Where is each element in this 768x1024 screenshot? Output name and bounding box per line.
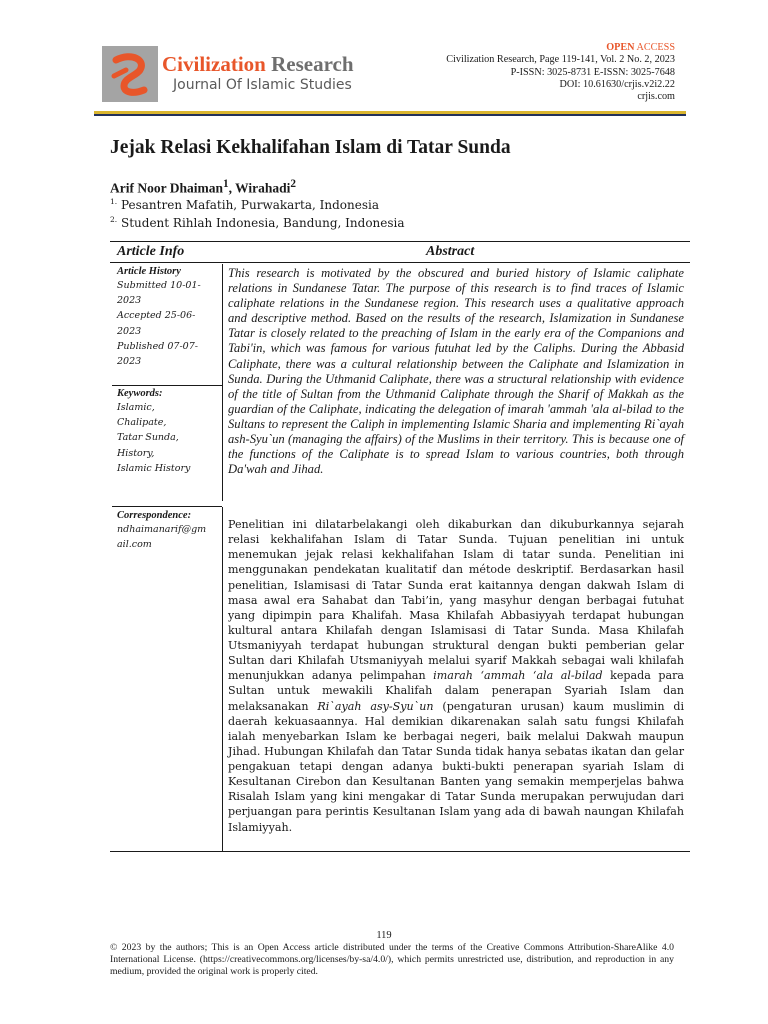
info-divider (112, 506, 222, 507)
journal-logo-icon (102, 46, 158, 102)
affiliation-2: $^{2.}$ Student Rihlah Indonesia, Bandung, Indonesia (110, 215, 405, 230)
accepted-date: Accepted 25-06- (117, 310, 196, 322)
issn-line: P-ISSN: 3025-8731 E-ISSN: 3025-7648 (510, 66, 675, 78)
doi-line: DOI: 10.61630/crjis.v2i2.22 (559, 78, 675, 90)
table-header-rule (110, 262, 690, 263)
journal-brand-name (162, 52, 354, 76)
license-text: © 2023 by the authors; This is an Open Access article distributed under the terms of the Creative Commons Attribution-ShareAlike 4.0 International License. (https://creativecommons.org/licenses/by-sa/4.0/), which permits unrestricted use, distribution, and reproduction in any medium, provided the original work is properly cited. (110, 942, 674, 978)
journal-header (0, 0, 768, 116)
header-rule-navy (94, 114, 686, 116)
italic-term: Ri`ayah asy-Syu`un (317, 699, 434, 713)
journal-meta (446, 42, 675, 103)
article-title: Jejak Relasi Kekhalifahan Islam di Tatar Sunda (110, 137, 511, 158)
page-number: 119 (376, 930, 392, 941)
article-info-heading: Article Info (117, 244, 185, 259)
italic-term: imarah ‘ammah ‘ala al-bilad (433, 669, 603, 683)
keyword: Islamic, (117, 402, 155, 413)
published-date: Published 07-07- (117, 340, 198, 352)
affiliation-1: $^{1.}$ Pesantren Mafatih, Purwakarta, Indonesia (110, 197, 380, 212)
article-history: Article History Submitted 10-01- 2023 Accepted 25-06- 2023 Published 07-07- 2023 (117, 265, 219, 369)
history-label: Article History (117, 266, 181, 277)
keyword: Chalipate, (117, 417, 167, 429)
keyword: Tatar Sunda, (117, 432, 179, 444)
journal-subtitle: Journal Of Islamic Studies (173, 77, 352, 93)
abstract-heading: Abstract (426, 244, 475, 259)
brand-word-research: Research (271, 52, 354, 76)
correspondence-label: Correspondence: (117, 510, 192, 521)
author-line: Arif Noor Dhaiman$^1$, Wirahadi$^2$ (110, 178, 297, 196)
column-divider (222, 507, 223, 851)
site-line: crjis.com (637, 91, 675, 103)
open-access-badge: OPEN ACCESS (606, 42, 675, 53)
abstract-english: This research is motivated by the obscured and buried history of Islamic caliphate relations in Sundanese Tatar. The purpose of this research is to find traces of Islamic caliphate relations in the Sundanese region. This research uses a qualitative approach and descriptive method. Based on the results of the research, Islamization in Sundanese Tatar is closely related to the preaching of Islam in the early era of the Companions and Tabi'in, which was famous for various futuhat led by the Caliphs. During the Abbasid Caliphate, there was a cultural relationship between the Caliphate and Islamization in Sunda. During the Uthmanid Caliphate, there was a structural relationship with evidence of the title of Sultan from the Uthmanid Caliphate through the Sharif of Makkah as the guardian of the Caliphate, indicating the delegation of imarah 'ammah 'ala al-bilad to the Sultans to represent the Caliph in implementing Islamic Sharia and implementing Ri`ayah ash-Syu`un (managing the affairs) of the Muslims in their territory. This is because one of the functions of the Caliphate is to spread Islam to various countries, both through Da'wah and Jihad. (228, 266, 684, 477)
brand-word-civilization: Civilization (162, 52, 266, 76)
keyword: Islamic History (117, 462, 191, 474)
keywords-label: Keywords: (117, 388, 163, 399)
author-name: Wirahadi (235, 180, 291, 196)
abstract-indonesian: Penelitian ini dilatarbelakangi oleh dikaburkan dan dikuburkannya sejarah relasi kekhalifahan Islam di Tatar Sunda. Tujuan penelitian ini untuk menemukan jejak relasi kekhalifahan Islam di tatar sunda. Penelitian ini menggunakan pendekatan kualitatif dan métode deskriptif. Berdasarkan hasil penelitian, Islamisasi di Tatar Sunda erat kaitannya dengan dakwah Islam di masa awal era Sahabat dan Tabi’in, yang masyhur dengan berbagai futuhat yang dipimpin para Khalifah. Masa Khilafah Abbasiyyah terdapat hubungan kultural antara Khilafah dengan Islamisasi di Tatar Sunda. Masa Khilafah Utsmaniyyah terdapat hubungan struktural dengan bukti pemberian gelar Sultan dari Khilafah Utsmaniyyah melalui syarif Makkah sebagai wali khilafah menunjukkan adanya pelimpahan imarah ‘ammah ‘ala al-bilad kepada para Sultan untuk mewakili Khalifah dalam penerapan Syariah Islam dan melaksanakan Ri`ayah asy-Syu`un (pengaturan urusan) kaum muslimin di daerah kekuasaannya. Hal demikian dikarenakan salah satu fungsi Khilafah ialah menyebarkan Islam ke berbagai negeri, baik melalui Dakwah maupun Jihad. Hubungan Khilafah dan Tatar Sunda tidak hanya sebatas ikatan dan gelar pengakuan tetapi dengan adanya bukti-bukti penerapan syariah Islam di Kesultanan Cirebon dan Kesultanan Banten yang semakin memperjelas bahwa Risalah Islam yang kini mengakar di Tatar Sunda merupakan perwujudan dari perjuangan para perintis Kesultanan Islam yang ada di bawah naungan Khilafah Islamiyyah. (228, 518, 684, 834)
author-sup: 1 (223, 178, 229, 190)
submitted-date: Submitted 10-01- (117, 280, 201, 291)
correspondence-block: Correspondence: ndhaimanarif@gm ail.com (117, 509, 219, 552)
table-bottom-rule (110, 851, 690, 852)
info-divider (112, 385, 222, 386)
keywords-block (117, 387, 219, 476)
correspondence-email: ndhaimanarif@gm (117, 524, 207, 535)
citation-line: Civilization Research, Page 119-141, Vol. 2 No. 2, 2023 (446, 54, 675, 66)
author-name: Arif Noor Dhaiman (110, 180, 223, 196)
table-top-rule (110, 241, 690, 242)
column-divider (222, 264, 223, 501)
keyword: History, (117, 447, 155, 459)
author-sup: 2 (290, 178, 297, 190)
